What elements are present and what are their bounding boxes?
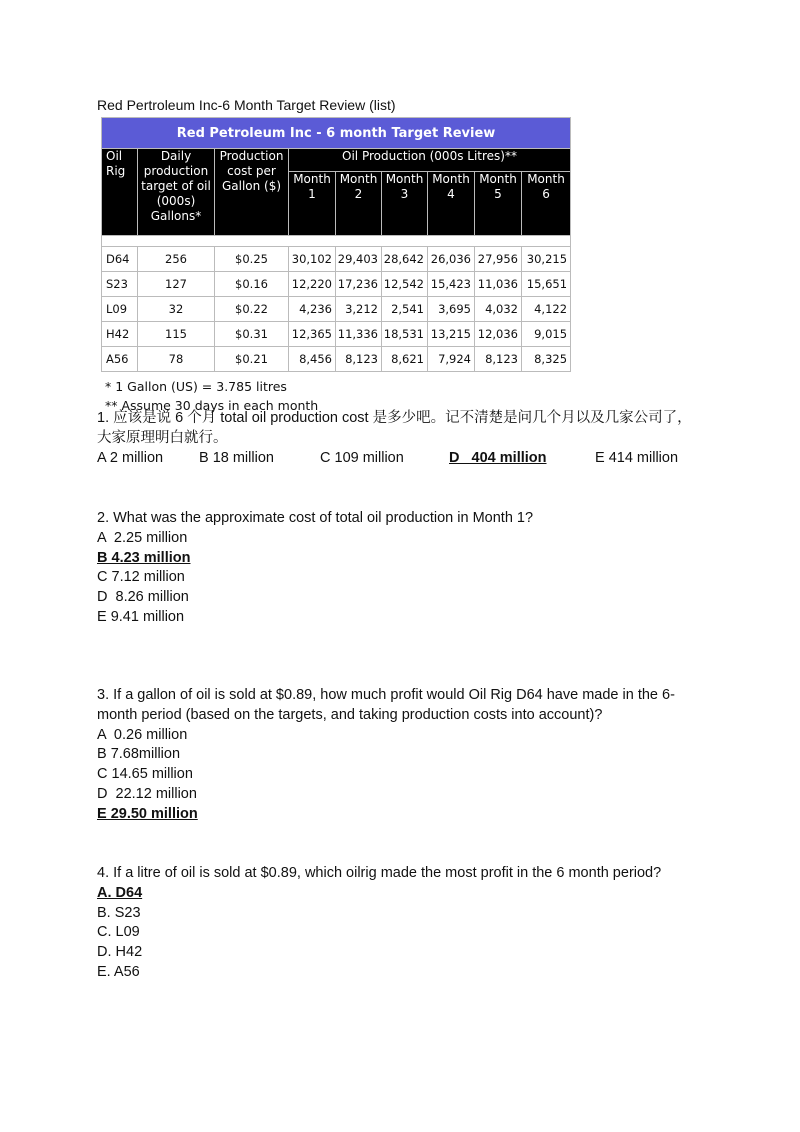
header-oil-production: Oil Production (000s Litres)** xyxy=(289,149,571,172)
cell-month: 12,036 xyxy=(475,322,522,347)
cell-rig: D64 xyxy=(102,247,138,272)
question-1-option-b: B 18 million xyxy=(199,449,274,466)
cell-month: 11,336 xyxy=(336,322,382,347)
header-month-4: Month 4 xyxy=(428,172,475,236)
cell-rig: L09 xyxy=(102,297,138,322)
question-2-option-d: D 8.26 million xyxy=(97,589,189,606)
header-month-1: Month 1 xyxy=(289,172,336,236)
cell-month: 9,015 xyxy=(522,322,571,347)
header-month-3: Month 3 xyxy=(382,172,428,236)
cell-cost: $0.22 xyxy=(215,297,289,322)
question-4-text: 4. If a litre of oil is sold at $0.89, which oilrig made the most profit in the 6 month period? xyxy=(97,865,662,881)
cell-month: 12,220 xyxy=(289,272,336,297)
header-oil-rig: Oil Rig xyxy=(102,149,138,236)
question-1 xyxy=(97,409,697,469)
cell-daily: 32 xyxy=(138,297,215,322)
cell-cost: $0.31 xyxy=(215,322,289,347)
cell-month: 13,215 xyxy=(428,322,475,347)
cell-month: 3,212 xyxy=(336,297,382,322)
question-3-option-b: B 7.68million xyxy=(97,746,181,763)
cell-month: 12,365 xyxy=(289,322,336,347)
cell-daily: 115 xyxy=(138,322,215,347)
question-3-text: 3. If a gallon of oil is sold at $0.89, how much profit would Oil Rig D64 have made in the 6-month period (based on the targets, and taking production costs into account)? xyxy=(97,687,675,723)
question-3 xyxy=(97,686,697,825)
header-month-5: Month 5 xyxy=(475,172,522,236)
cell-month: 15,423 xyxy=(428,272,475,297)
cell-month: 30,102 xyxy=(289,247,336,272)
cell-month: 3,695 xyxy=(428,297,475,322)
cell-month: 28,642 xyxy=(382,247,428,272)
cell-month: 4,236 xyxy=(289,297,336,322)
cell-daily: 78 xyxy=(138,347,215,372)
header-production-cost: Production cost per Gallon ($) xyxy=(215,149,289,236)
cell-month: 30,215 xyxy=(522,247,571,272)
cell-month: 8,621 xyxy=(382,347,428,372)
cell-rig: S23 xyxy=(102,272,138,297)
question-2-option-c: C 7.12 million xyxy=(97,569,185,586)
question-4-option-d: D. H42 xyxy=(97,944,143,961)
target-review-table-image xyxy=(101,117,570,415)
header-daily-target: Daily production target of oil (000s) Gallons* xyxy=(138,149,215,236)
table-banner: Red Petroleum Inc - 6 month Target Review xyxy=(102,118,571,149)
cell-month: 11,036 xyxy=(475,272,522,297)
cell-rig: A56 xyxy=(102,347,138,372)
cell-month: 15,651 xyxy=(522,272,571,297)
question-4-option-e: E. A56 xyxy=(97,963,140,980)
question-3-option-e-correct: E 29.50 million xyxy=(97,805,198,822)
question-1-option-e: E 414 million xyxy=(595,449,679,466)
cell-month: 8,123 xyxy=(475,347,522,372)
question-2-option-e: E 9.41 million xyxy=(97,608,185,625)
cell-month: 4,122 xyxy=(522,297,571,322)
table-row xyxy=(102,347,571,372)
question-3-option-c: C 14.65 million xyxy=(97,766,193,783)
cell-daily: 127 xyxy=(138,272,215,297)
cell-daily: 256 xyxy=(138,247,215,272)
cell-month: 17,236 xyxy=(336,272,382,297)
question-4-option-b: B. S23 xyxy=(97,904,141,921)
cell-month: 8,325 xyxy=(522,347,571,372)
question-1-option-c: C 109 million xyxy=(320,449,404,466)
header-month-2: Month 2 xyxy=(336,172,382,236)
cell-cost: $0.25 xyxy=(215,247,289,272)
table-row xyxy=(102,272,571,297)
question-3-option-a: A 0.26 million xyxy=(97,726,188,743)
footnote-gallon: * 1 Gallon (US) = 3.785 litres xyxy=(105,379,287,394)
question-2-text: 2. What was the approximate cost of total oil production in Month 1? xyxy=(97,510,534,526)
document-title: Red Pertroleum Inc-6 Month Target Review (list) xyxy=(97,97,396,113)
question-1-option-a: A 2 million xyxy=(97,449,164,466)
table-row xyxy=(102,247,571,272)
question-4-option-c: C. L09 xyxy=(97,924,140,941)
header-month-6: Month 6 xyxy=(522,172,571,236)
table-row xyxy=(102,322,571,347)
question-2-option-a: A 2.25 million xyxy=(97,529,188,546)
question-2-option-b-correct: B 4.23 million xyxy=(97,549,191,566)
cell-month: 2,541 xyxy=(382,297,428,322)
question-1-options xyxy=(97,449,697,469)
cell-month: 18,531 xyxy=(382,322,428,347)
cell-month: 29,403 xyxy=(336,247,382,272)
cell-month: 7,924 xyxy=(428,347,475,372)
question-4 xyxy=(97,864,697,983)
table-spacer xyxy=(102,236,571,247)
cell-rig: H42 xyxy=(102,322,138,347)
question-3-option-d: D 22.12 million xyxy=(97,785,197,802)
question-1-text: 1. 应该是说 6 个月 total oil production cost 是多少吧。记不清楚是问几个月以及几家公司了，大家原理明白就行。 xyxy=(97,410,692,446)
cell-cost: $0.16 xyxy=(215,272,289,297)
target-review-table xyxy=(101,117,571,372)
cell-month: 8,123 xyxy=(336,347,382,372)
cell-month: 8,456 xyxy=(289,347,336,372)
question-2 xyxy=(97,509,697,628)
cell-month: 4,032 xyxy=(475,297,522,322)
cell-month: 26,036 xyxy=(428,247,475,272)
question-4-option-a-correct: A. D64 xyxy=(97,884,143,901)
cell-cost: $0.21 xyxy=(215,347,289,372)
question-1-option-d-correct: D 404 million xyxy=(449,449,547,466)
cell-month: 27,956 xyxy=(475,247,522,272)
cell-month: 12,542 xyxy=(382,272,428,297)
footnote-days: ** Assume 30 days in each month xyxy=(105,398,319,413)
table-row xyxy=(102,297,571,322)
